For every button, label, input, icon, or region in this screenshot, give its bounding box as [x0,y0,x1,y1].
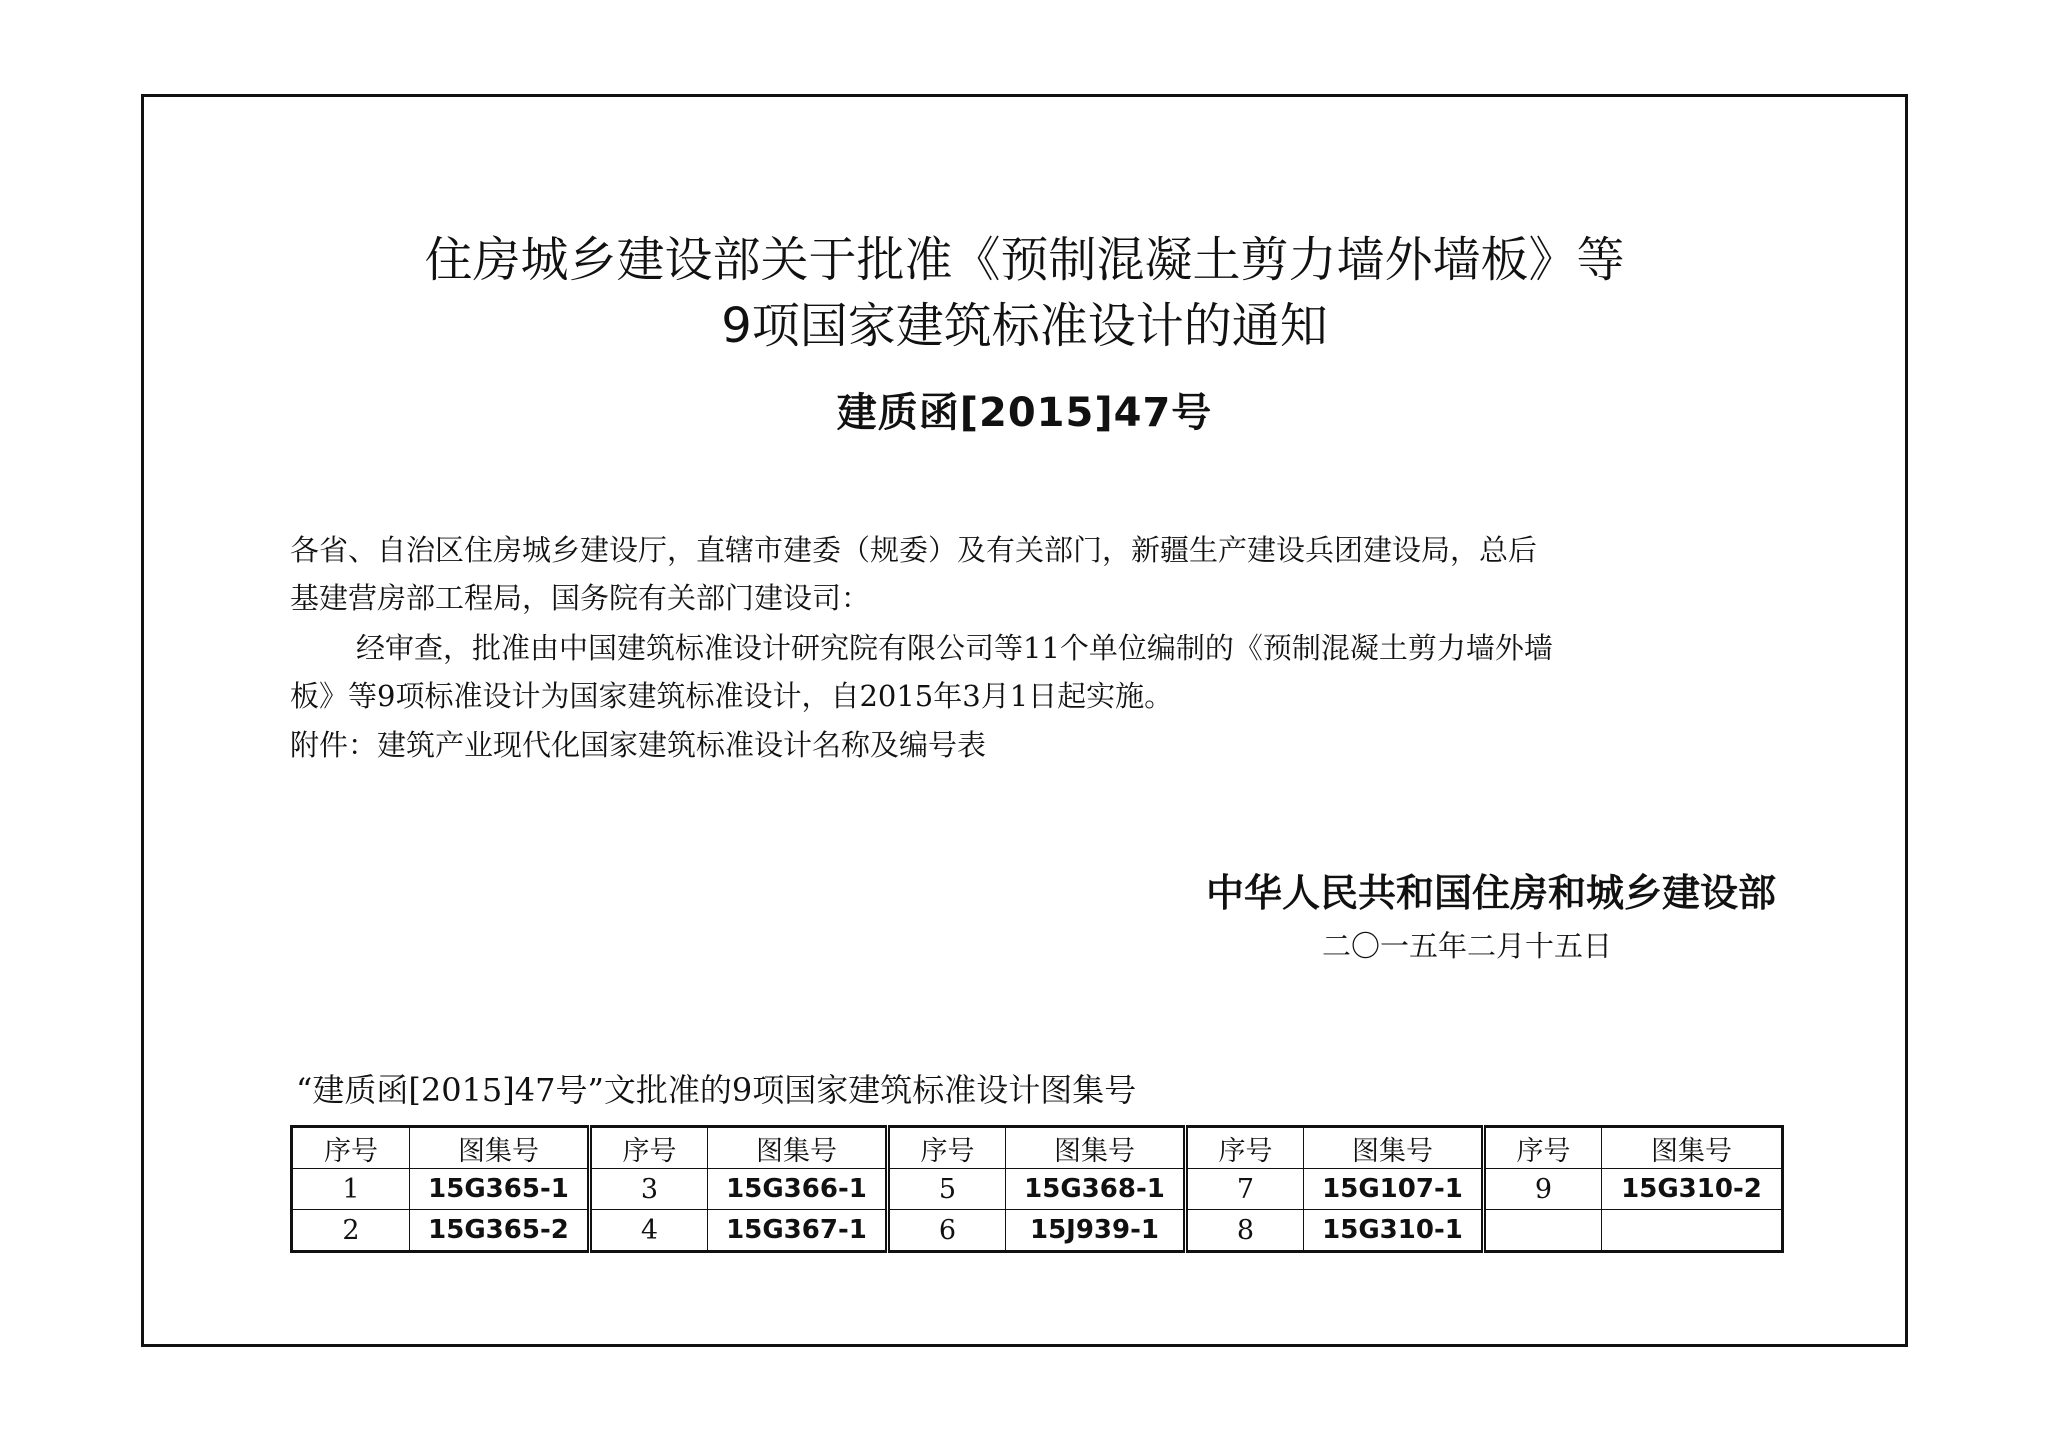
cell-index: 9 [1484,1169,1602,1210]
table-header-row [292,1127,1783,1169]
issuing-organization: 中华人民共和国住房和城乡建设部 [1205,871,1776,915]
cell-atlas-number: 15G365-1 [410,1169,590,1210]
cell-index: 5 [888,1169,1006,1210]
notice-title-line-2: 9项国家建筑标准设计的通知 [721,298,1328,354]
cell-atlas-number: 15G366-1 [708,1169,888,1210]
header-index: 序号 [292,1127,410,1169]
issue-date: 二〇一五年二月十五日 [1322,929,1613,963]
cell-atlas-number: 15G368-1 [1006,1169,1186,1210]
header-atlas-number: 图集号 [1304,1127,1484,1169]
cell-index: 3 [590,1169,708,1210]
header-atlas-number: 图集号 [708,1127,888,1169]
body-line-4: 板》等9项标准设计为国家建筑标准设计，自2015年3月1日起实施。 [290,679,1174,713]
body-line-1: 各省、自治区住房城乡建设厅，直辖市建委（规委）及有关部门，新疆生产建设兵团建设局，总后 [290,533,1538,567]
table-row [292,1210,1783,1252]
cell-index: 2 [292,1210,410,1252]
table-caption: “建质函[2015]47号”文批准的9项国家建筑标准设计图集号 [296,1071,1137,1109]
cell-index: 6 [888,1210,1006,1252]
header-index: 序号 [1186,1127,1304,1169]
body-line-2: 基建营房部工程局，国务院有关部门建设司： [290,581,871,615]
cell-index: 7 [1186,1169,1304,1210]
cell-atlas-number [1602,1210,1783,1252]
cell-atlas-number: 15J939-1 [1006,1210,1186,1252]
attachment-line: 附件：建筑产业现代化国家建筑标准设计名称及编号表 [290,728,987,762]
cell-index: 1 [292,1169,410,1210]
header-index: 序号 [590,1127,708,1169]
cell-index: 8 [1186,1210,1304,1252]
notice-title-line-1: 住房城乡建设部关于批准《预制混凝土剪力墙外墙板》等 [424,232,1625,288]
atlas-number-table [290,1125,1784,1253]
cell-atlas-number: 15G310-1 [1304,1210,1484,1252]
header-index: 序号 [888,1127,1006,1169]
document-number: 建质函[2015]47号 [836,390,1213,436]
cell-index [1484,1210,1602,1252]
cell-atlas-number: 15G310-2 [1602,1169,1783,1210]
cell-atlas-number: 15G365-2 [410,1210,590,1252]
header-atlas-number: 图集号 [1602,1127,1783,1169]
header-atlas-number: 图集号 [410,1127,590,1169]
header-atlas-number: 图集号 [1006,1127,1186,1169]
table-row [292,1169,1783,1210]
cell-index: 4 [590,1210,708,1252]
cell-atlas-number: 15G107-1 [1304,1169,1484,1210]
header-index: 序号 [1484,1127,1602,1169]
body-line-3: 经审查，批准由中国建筑标准设计研究院有限公司等11个单位编制的《预制混凝土剪力墙外墙 [356,631,1553,665]
cell-atlas-number: 15G367-1 [708,1210,888,1252]
